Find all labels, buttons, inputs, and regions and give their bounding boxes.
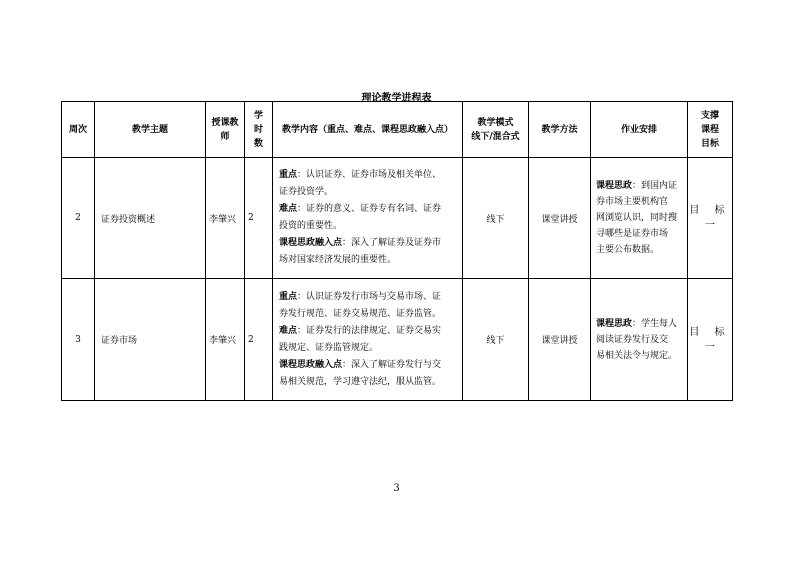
ideology-label: 课程思政融入点 [279, 359, 343, 370]
cell-target: 目 标 一 [688, 158, 733, 279]
cell-hours: 2 [245, 279, 273, 401]
teaching-schedule-table [61, 101, 733, 401]
cell-teacher: 李肇兴 [206, 158, 245, 279]
cell-homework: 课程思政：学生每人 阅读证券发行及交 易相关法令与规定。 [591, 279, 688, 401]
key-point-label: 重点 [279, 291, 298, 302]
cell-teacher: 李肇兴 [206, 279, 245, 401]
cell-target: 目 标 一 [688, 279, 733, 401]
header-hours: 学 时 数 [245, 102, 273, 158]
cell-topic: 证券投资概述 [95, 158, 206, 279]
header-content: 教学内容（重点、难点、课程思政融入点） [273, 102, 463, 158]
table-header-row [62, 102, 733, 158]
ideology-label: 课程思政融入点 [279, 238, 343, 248]
cell-mode: 线下 [463, 158, 529, 279]
cell-method: 课堂讲授 [529, 158, 591, 279]
cell-week: 3 [62, 279, 95, 401]
difficulty-label: 难点 [279, 325, 298, 336]
header-topic: 教学主题 [95, 102, 206, 158]
table-row [62, 279, 733, 401]
homework-label: 课程思政 [596, 181, 633, 191]
cell-homework: 课程思政：到国内证 券市场主要机构官 网浏览认识，同时搜 寻哪些是证券市场 主要公布数据。 [591, 158, 688, 279]
header-method: 教学方法 [529, 102, 591, 158]
cell-week: 2 [62, 158, 95, 279]
header-teacher: 授课教 师 [206, 102, 245, 158]
page-number: 3 [393, 483, 400, 494]
cell-content: 重点：认识证券、证券市场及相关单位、 证券投资学。 难点：证券的意义、证券专有名词、证券 投资的重要性。 课程思政融入点：深入了解证券及证券市 场对国家经济发展的重要性。 [273, 158, 463, 279]
table-title: 理论教学进程表 [361, 93, 432, 104]
homework-label: 课程思政 [596, 318, 633, 329]
header-target: 支撑 课程 目标 [688, 102, 733, 158]
header-week: 周次 [62, 102, 95, 158]
cell-topic: 证券市场 [95, 279, 206, 401]
cell-content: 重点：认识证券发行市场与交易市场、证 券发行规范、证券交易规范、证券监管。 难点：证券发行的法律规定、证券交易实 践规定、证券监管规定。 课程思政融入点：深入了解证券发行与交 易相关规范，学习遵守法纪，服从监管。 [273, 279, 463, 401]
cell-mode: 线下 [463, 279, 529, 401]
table-row [62, 158, 733, 279]
key-point-label: 重点 [279, 170, 298, 180]
difficulty-label: 难点 [279, 204, 298, 214]
header-mode: 教学模式 线下/混合式 [463, 102, 529, 158]
cell-method: 课堂讲授 [529, 279, 591, 401]
cell-hours: 2 [245, 158, 273, 279]
header-homework: 作业安排 [591, 102, 688, 158]
